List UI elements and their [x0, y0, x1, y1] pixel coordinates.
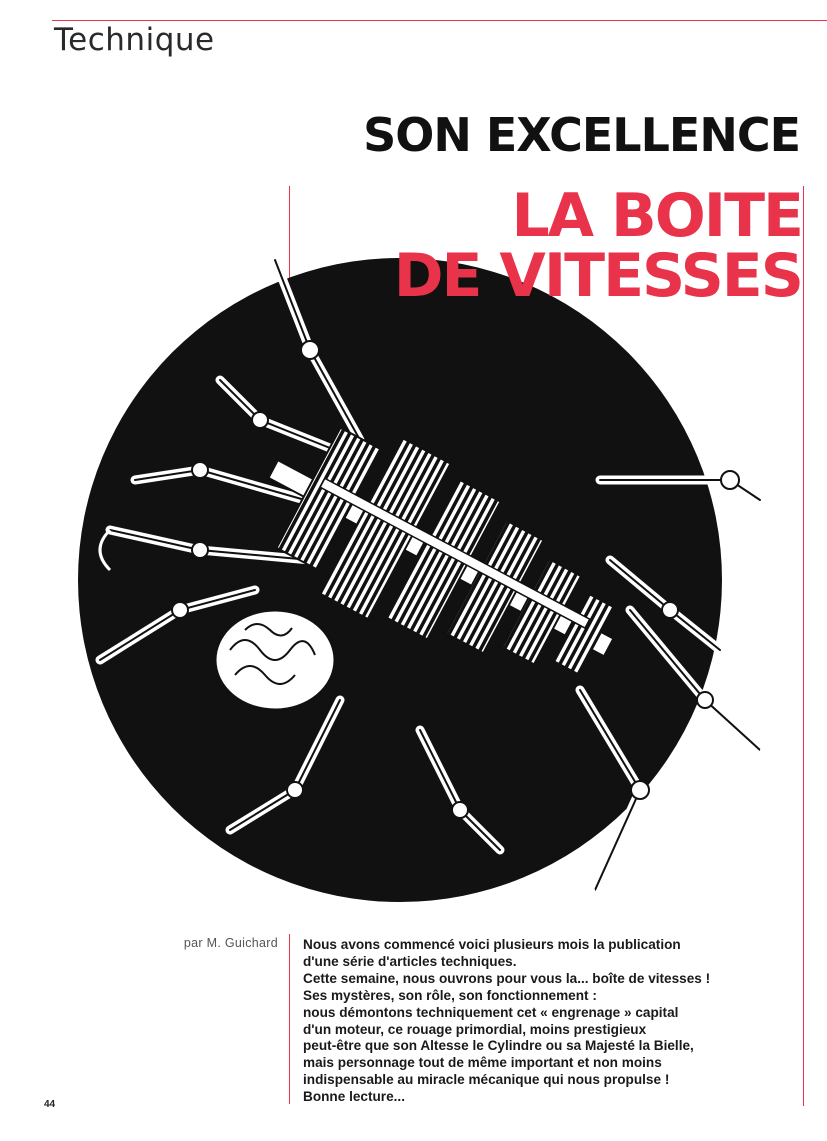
- intro-line: Cette semaine, nous ouvrons pour vous la... boîte de vitesses !: [303, 970, 711, 986]
- gearbox-spider-icon: [40, 230, 805, 920]
- section-title: Technique: [54, 22, 215, 58]
- intro-line: d'un moteur, ce rouage primordial, moins prestigieux: [303, 1021, 647, 1037]
- intro-line: indispensable au miracle mécanique qui nous propulse !: [303, 1072, 670, 1088]
- article-intro: [303, 937, 803, 1106]
- header-rule: [52, 20, 827, 21]
- headline-son-excellence: SON EXCELLENCE: [363, 108, 800, 162]
- intro-line: Ses mystères, son rôle, son fonctionnement :: [303, 987, 597, 1003]
- intro-line: d'une série d'articles techniques.: [303, 953, 517, 969]
- headline-line-boite: LA BOITE: [511, 181, 802, 251]
- headline-boite-de-vitesses: [296, 181, 802, 311]
- intro-line: peut-être que son Altesse le Cylindre ou sa Majesté la Bielle,: [303, 1038, 694, 1054]
- intro-line: Bonne lecture...: [303, 1089, 405, 1105]
- intro-line: nous démontons techniquement cet « engrenage » capital: [303, 1004, 679, 1020]
- intro-line: Nous avons commencé voici plusieurs mois la publication: [303, 937, 681, 952]
- headline-line-vitesses: DE VITESSES: [393, 241, 802, 311]
- intro-line: mais personnage tout de même important et non moins: [303, 1055, 662, 1071]
- author-byline: par M. Guichard: [183, 936, 278, 950]
- byline-separator: [289, 934, 290, 1104]
- page-number: 44: [44, 1099, 56, 1110]
